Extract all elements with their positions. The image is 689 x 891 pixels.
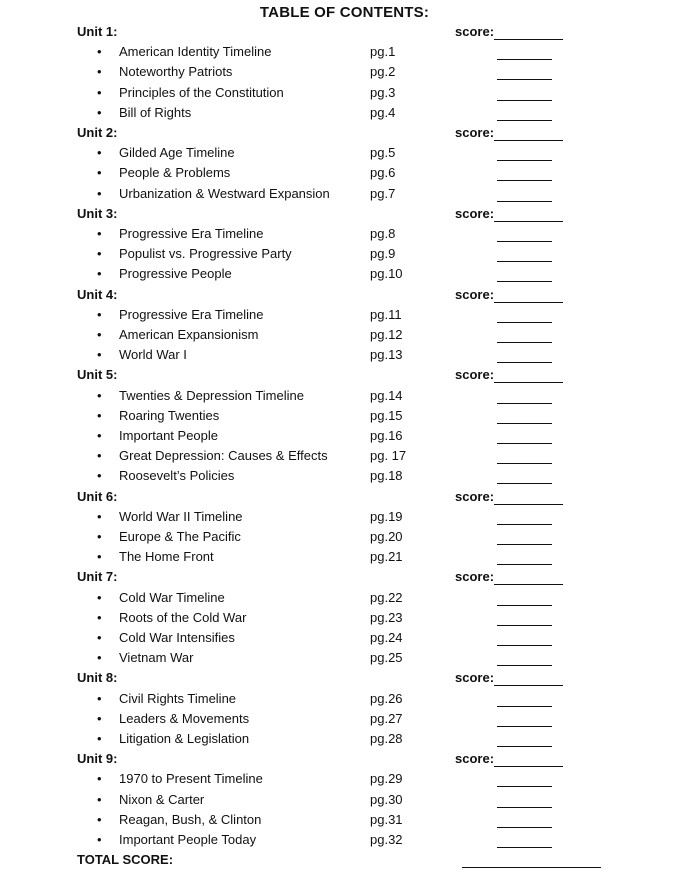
total-score-blank[interactable] <box>462 867 601 868</box>
item-score-blank[interactable] <box>497 100 552 101</box>
unit-label: Unit 3: <box>77 205 118 221</box>
list-item <box>0 143 689 163</box>
unit-score-blank[interactable] <box>494 766 563 767</box>
list-item <box>0 628 689 648</box>
unit-label: Unit 5: <box>77 367 118 383</box>
item-page-number: pg.13 <box>370 347 403 363</box>
item-score-blank[interactable] <box>497 544 552 545</box>
unit-score-blank[interactable] <box>494 39 563 40</box>
item-title: Progressive People <box>119 266 232 282</box>
bullet-icon: • <box>97 165 102 181</box>
item-score-blank[interactable] <box>497 160 552 161</box>
item-score-blank[interactable] <box>497 625 552 626</box>
item-score-blank[interactable] <box>497 605 552 606</box>
item-page-number: pg.3 <box>370 84 396 100</box>
item-title: Important People <box>119 428 219 443</box>
item-title: Gilded Age Timeline <box>119 145 235 161</box>
item-page-number: pg.5 <box>370 145 396 161</box>
unit-header-row <box>0 487 689 507</box>
item-score-blank[interactable] <box>497 463 552 464</box>
list-item <box>0 345 689 365</box>
total-score-row <box>0 850 689 870</box>
item-score-blank[interactable] <box>497 261 552 262</box>
unit-score-blank[interactable] <box>494 221 563 222</box>
list-item <box>0 810 689 830</box>
bullet-icon: • <box>97 731 102 746</box>
bullet-icon: • <box>97 266 102 282</box>
bullet-icon: • <box>97 185 102 201</box>
item-page-number: pg.10 <box>370 266 403 282</box>
bullet-icon: • <box>97 347 102 363</box>
item-page-number: pg.18 <box>370 468 403 484</box>
bullet-icon: • <box>97 226 102 241</box>
item-page-number: pg.26 <box>370 690 403 706</box>
list-item <box>0 42 689 62</box>
unit-header-row <box>0 123 689 143</box>
item-page-number: pg.19 <box>370 508 403 524</box>
item-score-blank[interactable] <box>497 483 552 484</box>
list-item <box>0 264 689 284</box>
item-page-number: pg.27 <box>370 710 403 726</box>
bullet-icon: • <box>97 791 102 807</box>
list-item <box>0 305 689 325</box>
list-item <box>0 790 689 810</box>
item-page-number: pg.25 <box>370 650 403 666</box>
item-title: World War I <box>119 347 187 363</box>
bullet-icon: • <box>97 690 102 706</box>
item-score-blank[interactable] <box>497 665 552 666</box>
unit-label: Unit 7: <box>77 569 118 585</box>
page-title: TABLE OF CONTENTS: <box>259 4 430 21</box>
item-page-number: pg.15 <box>370 407 403 423</box>
item-page-number: pg.14 <box>370 387 403 403</box>
item-page-number: pg.31 <box>370 811 403 827</box>
score-label: score: <box>455 751 495 767</box>
item-page-number: pg.2 <box>370 64 396 80</box>
item-score-blank[interactable] <box>497 443 552 444</box>
item-title: Vietnam War <box>119 650 194 666</box>
item-title: Urbanization & Westward Expansion <box>119 185 330 201</box>
unit-label: Unit 6: <box>77 488 118 504</box>
item-score-blank[interactable] <box>497 746 552 747</box>
score-label: score: <box>455 286 495 302</box>
unit-header-row <box>0 668 689 688</box>
list-item <box>0 648 689 668</box>
list-item <box>0 547 689 567</box>
item-page-number: pg.24 <box>370 630 403 645</box>
item-page-number: pg.23 <box>370 609 403 625</box>
bullet-icon: • <box>97 630 102 645</box>
unit-header-row <box>0 22 689 42</box>
item-title: Important People Today <box>119 832 257 847</box>
item-score-blank[interactable] <box>497 281 552 282</box>
bullet-icon: • <box>97 44 102 60</box>
item-score-blank[interactable] <box>497 706 552 707</box>
bullet-icon: • <box>97 84 102 100</box>
bullet-icon: • <box>97 549 102 565</box>
item-page-number: pg.28 <box>370 731 403 746</box>
item-title: Roots of the Cold War <box>119 609 247 625</box>
bullet-icon: • <box>97 468 102 484</box>
item-page-number: pg.11 <box>370 306 402 322</box>
total-score-label: TOTAL SCORE: <box>77 852 174 868</box>
list-item <box>0 527 689 547</box>
item-score-blank[interactable] <box>497 342 552 343</box>
score-label: score: <box>455 488 495 504</box>
list-item <box>0 224 689 244</box>
unit-header-row <box>0 285 689 305</box>
bullet-icon: • <box>97 327 102 342</box>
list-item <box>0 769 689 789</box>
item-title: Cold War Intensifies <box>119 630 235 645</box>
item-page-number: pg.6 <box>370 165 396 181</box>
item-score-blank[interactable] <box>497 827 552 828</box>
item-page-number: pg.32 <box>370 832 403 847</box>
item-title: Bill of Rights <box>119 104 192 120</box>
item-page-number: pg.8 <box>370 226 396 241</box>
item-title: Roaring Twenties <box>119 407 220 423</box>
item-score-blank[interactable] <box>497 403 552 404</box>
item-page-number: pg.20 <box>370 529 403 544</box>
item-title: Populist vs. Progressive Party <box>119 246 292 262</box>
bullet-icon: • <box>97 811 102 827</box>
item-page-number: pg.4 <box>370 104 396 120</box>
item-page-number: pg.12 <box>370 327 403 342</box>
item-title: Nixon & Carter <box>119 791 205 807</box>
unit-label: Unit 2: <box>77 125 118 140</box>
item-page-number: pg. 17 <box>370 448 407 464</box>
list-item <box>0 184 689 204</box>
item-title: World War II Timeline <box>119 508 243 524</box>
unit-label: Unit 4: <box>77 286 118 302</box>
item-score-blank[interactable] <box>497 241 552 242</box>
bullet-icon: • <box>97 104 102 120</box>
bullet-icon: • <box>97 64 102 80</box>
list-item <box>0 406 689 426</box>
score-label: score: <box>455 24 495 39</box>
item-title: Litigation & Legislation <box>119 731 250 746</box>
list-item <box>0 163 689 183</box>
item-score-blank[interactable] <box>497 786 552 787</box>
list-item <box>0 103 689 123</box>
item-title: Progressive Era Timeline <box>119 226 264 241</box>
list-item <box>0 689 689 709</box>
item-title: American Identity Timeline <box>119 44 272 60</box>
bullet-icon: • <box>97 771 102 787</box>
bullet-icon: • <box>97 508 102 524</box>
item-page-number: pg.7 <box>370 185 396 201</box>
item-page-number: pg.29 <box>370 771 403 787</box>
item-title: Principles of the Constitution <box>119 84 284 100</box>
item-title: Civil Rights Timeline <box>119 690 237 706</box>
item-score-blank[interactable] <box>497 564 552 565</box>
list-item <box>0 426 689 446</box>
bullet-icon: • <box>97 407 102 423</box>
item-score-blank[interactable] <box>497 79 552 80</box>
item-title: Twenties & Depression Timeline <box>119 387 304 403</box>
item-title: Leaders & Movements <box>119 710 250 726</box>
item-title: Reagan, Bush, & Clinton <box>119 811 262 827</box>
unit-header-row <box>0 365 689 385</box>
bullet-icon: • <box>97 832 102 847</box>
item-score-blank[interactable] <box>497 180 552 181</box>
bullet-icon: • <box>97 650 102 666</box>
list-item <box>0 729 689 749</box>
item-page-number: pg.21 <box>370 549 403 565</box>
list-item <box>0 325 689 345</box>
unit-label: Unit 8: <box>77 670 118 686</box>
item-score-blank[interactable] <box>497 201 552 202</box>
unit-score-blank[interactable] <box>494 382 563 383</box>
item-score-blank[interactable] <box>497 322 552 323</box>
bullet-icon: • <box>97 387 102 403</box>
item-page-number: pg.9 <box>370 246 396 262</box>
item-page-number: pg.22 <box>370 589 403 605</box>
list-item <box>0 466 689 486</box>
list-item <box>0 608 689 628</box>
unit-label: Unit 1: <box>77 24 118 39</box>
unit-score-blank[interactable] <box>494 302 563 303</box>
item-title: People & Problems <box>119 165 231 181</box>
score-label: score: <box>455 125 495 140</box>
unit-score-blank[interactable] <box>494 140 563 141</box>
unit-header-row <box>0 204 689 224</box>
unit-label: Unit 9: <box>77 751 118 767</box>
item-score-blank[interactable] <box>497 423 552 424</box>
bullet-icon: • <box>97 428 102 443</box>
item-title: Roosevelt’s Policies <box>119 468 235 484</box>
list-item <box>0 386 689 406</box>
item-score-blank[interactable] <box>497 120 552 121</box>
score-label: score: <box>455 670 495 686</box>
list-item <box>0 830 689 850</box>
item-score-blank[interactable] <box>497 524 552 525</box>
item-score-blank[interactable] <box>497 645 552 646</box>
item-page-number: pg.30 <box>370 791 403 807</box>
item-title: Noteworthy Patriots <box>119 64 233 80</box>
item-score-blank[interactable] <box>497 847 552 848</box>
bullet-icon: • <box>97 448 102 464</box>
item-title: Great Depression: Causes & Effects <box>119 448 328 464</box>
item-title: American Expansionism <box>119 327 259 342</box>
item-score-blank[interactable] <box>497 59 552 60</box>
item-title: The Home Front <box>119 549 214 565</box>
unit-score-blank[interactable] <box>494 685 563 686</box>
item-title: Progressive Era Timeline <box>119 306 264 322</box>
score-label: score: <box>455 205 495 221</box>
item-title: Cold War Timeline <box>119 589 225 605</box>
unit-header-row <box>0 567 689 587</box>
bullet-icon: • <box>97 529 102 544</box>
bullet-icon: • <box>97 609 102 625</box>
item-score-blank[interactable] <box>497 362 552 363</box>
unit-score-blank[interactable] <box>494 504 563 505</box>
bullet-icon: • <box>97 589 102 605</box>
unit-score-blank[interactable] <box>494 584 563 585</box>
score-label: score: <box>455 367 495 383</box>
bullet-icon: • <box>97 246 102 262</box>
list-item <box>0 588 689 608</box>
list-item <box>0 507 689 527</box>
list-item <box>0 446 689 466</box>
item-score-blank[interactable] <box>497 807 552 808</box>
unit-header-row <box>0 749 689 769</box>
bullet-icon: • <box>97 710 102 726</box>
item-title: Europe & The Pacific <box>119 529 241 544</box>
list-item <box>0 244 689 264</box>
list-item <box>0 709 689 729</box>
item-page-number: pg.1 <box>370 44 396 60</box>
list-item <box>0 83 689 103</box>
item-score-blank[interactable] <box>497 726 552 727</box>
bullet-icon: • <box>97 306 102 322</box>
item-page-number: pg.16 <box>370 428 403 443</box>
score-label: score: <box>455 569 495 585</box>
bullet-icon: • <box>97 145 102 161</box>
list-item <box>0 62 689 82</box>
item-title: 1970 to Present Timeline <box>119 771 263 787</box>
